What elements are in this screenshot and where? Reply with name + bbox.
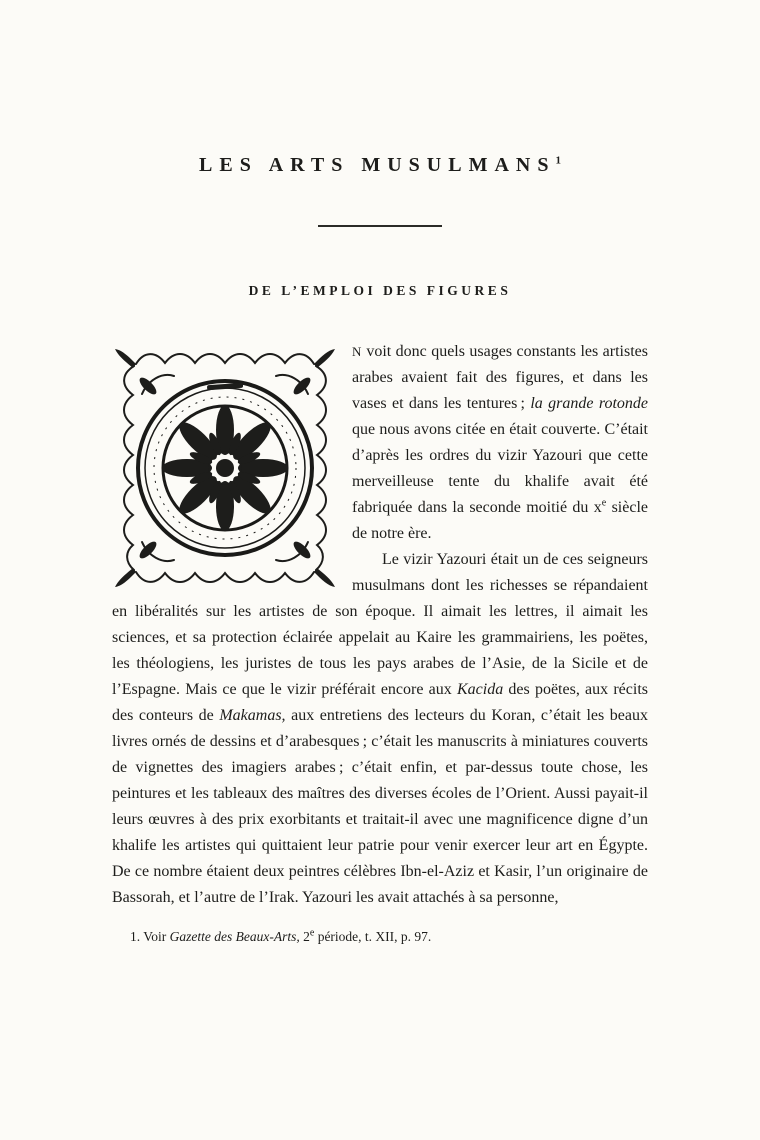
paragraph-1: N voit donc quels usages constants les artistes arabes avaient fait des figures, et dans les vases et dans les tentures ; la grande rotonde que nous avons citée en était couverte. C’était d’après les ordres du vizir Yazouri que cette merveilleuse tente du khalife avait été fabriquée dans la seconde moitié du $x^e$ siècle de notre ère.: [352, 343, 649, 542]
title-divider: [318, 225, 442, 227]
page-title-text: LES ARTS MUSULMANS: [199, 154, 556, 176]
body-text: [112, 339, 648, 911]
title-footnote-mark: 1: [555, 154, 561, 167]
footnote: 1. Voir Gazette des Beaux-Arts, 2e période, t. XII, p. 97.: [130, 927, 432, 944]
ornamental-initial-o-icon: [112, 342, 338, 594]
paragraph-2: Le vizir Yazouri était un de ces seigneurs musulmans dont les richesses se répandaient en libéralités sur les artistes de son époque. Il aimait les lettres, il aimait les sciences, et sa protection éclairée appelait au Kaire les grammairiens, les poëtes, les théologiens, les juristes de tous les pays arabes de l’Asie, de la Sicile et de l’Espagne. Mais ce que le vizir préférait encore aux Kacida des poëtes, aux récits des conteurs de Makamas, aux entretiens des lecteurs du Koran, c’était les beaux livres ornés de dessins et d’arabesques ; c’était les manuscrits à miniatures couverts de vignettes des imagiers arabes ; c’était enfin, et par-dessus toute chose, les peintures et les tableaux des maîtres des diverses écoles de l’Orient. Aussi payait-il leurs œuvres à des prix exorbitants et traitait-il avec une magnificence digne d’un khalife les artistes qui quittaient leur patrie pour venir exercer leur art en Égypte. De ce nombre étaient deux peintres célèbres Ibn-el-Aziz et Kasir, l’un originaire de Bassorah, et l’autre de l’Irak. Yazouri les avait attachés à sa personne,: [112, 551, 649, 906]
section-heading: DE L’EMPLOI DES FIGURES: [248, 283, 512, 298]
page-title: [112, 154, 648, 177]
